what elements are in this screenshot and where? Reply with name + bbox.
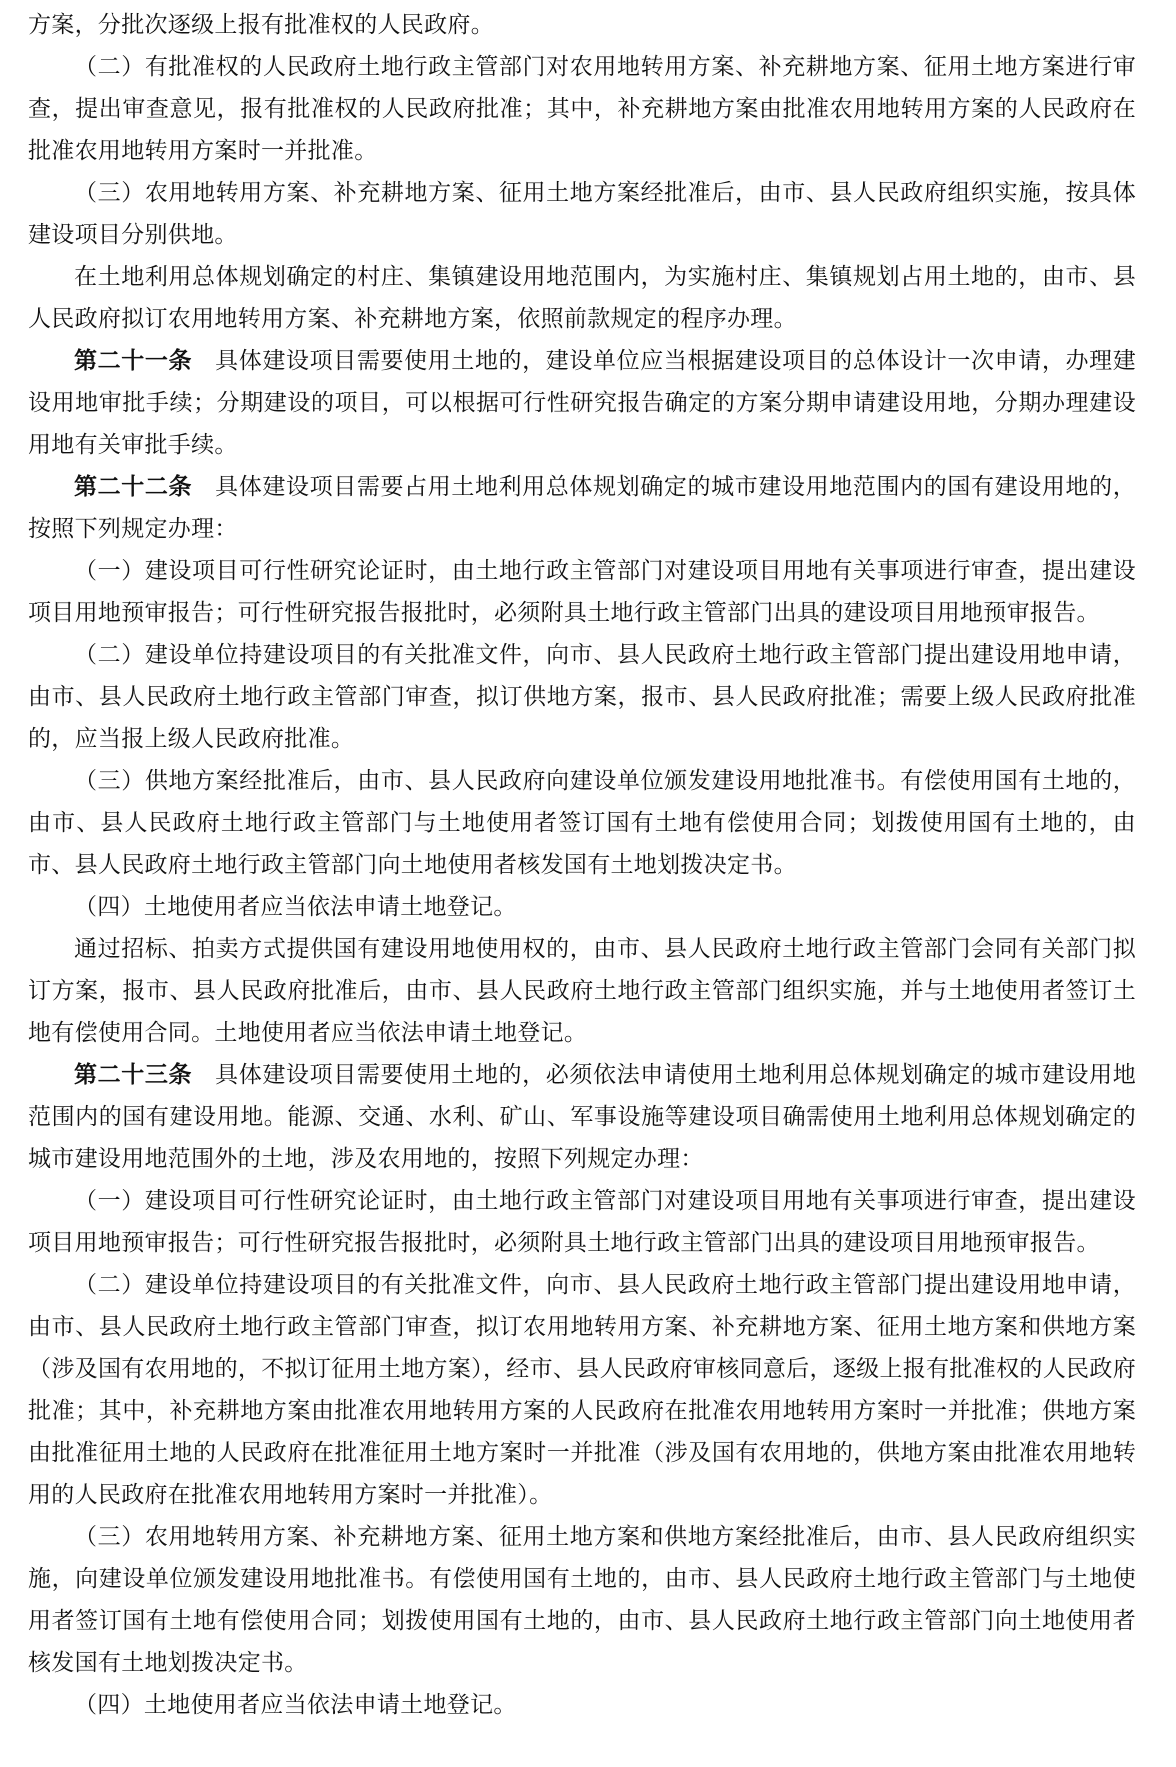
paragraph: （四）土地使用者应当依法申请土地登记。	[74, 1692, 517, 1718]
article-heading: 第二十一条	[74, 347, 193, 374]
paragraph: （三）农用地转用方案、补充耕地方案、征用土地方案经批准后，由市、县人民政府组织实施，按具体建设项目分别供地。	[28, 180, 1136, 248]
paragraph: （三）供地方案经批准后，由市、县人民政府向建设单位颁发建设用地批准书。有偿使用国有土地的，由市、县人民政府土地行政主管部门与土地使用者签订国有土地有偿使用合同；划拨使用国有土地的，由市、县人民政府土地行政主管部门向土地使用者核发国有土地划拨决定书。	[28, 768, 1136, 878]
paragraph: （三）农用地转用方案、补充耕地方案、征用土地方案和供地方案经批准后，由市、县人民政府组织实施，向建设单位颁发建设用地批准书。有偿使用国有土地的，由市、县人民政府土地行政主管部门与土地使用者签订国有土地有偿使用合同；划拨使用国有土地的，由市、县人民政府土地行政主管部门向土地使用者核发国有土地划拨决定书。	[28, 1524, 1136, 1676]
paragraph: （四）土地使用者应当依法申请土地登记。	[74, 894, 517, 920]
paragraph: 通过招标、拍卖方式提供国有建设用地使用权的，由市、县人民政府土地行政主管部门会同有关部门拟订方案，报市、县人民政府批准后，由市、县人民政府土地行政主管部门组织实施，并与土地使用者签订土地有偿使用合同。土地使用者应当依法申请土地登记。	[28, 936, 1136, 1046]
article-22: 第二十二条 具体建设项目需要占用土地利用总体规划确定的城市建设用地范围内的国有建设用地的，按照下列规定办理：	[28, 473, 1137, 542]
article-heading: 第二十三条	[74, 1061, 193, 1088]
paragraph: 在土地利用总体规划确定的村庄、集镇建设用地范围内，为实施村庄、集镇规划占用土地的，由市、县人民政府拟订农用地转用方案、补充耕地方案，依照前款规定的程序办理。	[28, 264, 1136, 332]
paragraph: 方案，分批次逐级上报有批准权的人民政府。	[28, 12, 494, 38]
paragraph: （一）建设项目可行性研究论证时，由土地行政主管部门对建设项目用地有关事项进行审查，提出建设项目用地预审报告；可行性研究报告报批时，必须附具土地行政主管部门出具的建设项目用地预审报告。	[28, 558, 1136, 626]
paragraph: （二）有批准权的人民政府土地行政主管部门对农用地转用方案、补充耕地方案、征用土地方案进行审查，提出审查意见，报有批准权的人民政府批准；其中，补充耕地方案由批准农用地转用方案的人民政府在批准农用地转用方案时一并批准。	[28, 54, 1136, 164]
article-21: 第二十一条 具体建设项目需要使用土地的，建设单位应当根据建设项目的总体设计一次申请，办理建设用地审批手续；分期建设的项目，可以根据可行性研究报告确定的方案分期申请建设用地，分期办理建设用地有关审批手续。	[28, 347, 1137, 458]
paragraph: （二）建设单位持建设项目的有关批准文件，向市、县人民政府土地行政主管部门提出建设用地申请，由市、县人民政府土地行政主管部门审查，拟订农用地转用方案、补充耕地方案、征用土地方案和供地方案（涉及国有农用地的，不拟订征用土地方案），经市、县人民政府审核同意后，逐级上报有批准权的人民政府批准；其中，补充耕地方案由批准农用地转用方案的人民政府在批准农用地转用方案时一并批准；供地方案由批准征用土地的人民政府在批准征用土地方案时一并批准（涉及国有农用地的，供地方案由批准农用地转用的人民政府在批准农用地转用方案时一并批准）。	[28, 1272, 1136, 1508]
paragraph: （一）建设项目可行性研究论证时，由土地行政主管部门对建设项目用地有关事项进行审查，提出建设项目用地预审报告；可行性研究报告报批时，必须附具土地行政主管部门出具的建设项目用地预审报告。	[28, 1188, 1136, 1256]
paragraph: （二）建设单位持建设项目的有关批准文件，向市、县人民政府土地行政主管部门提出建设用地申请，由市、县人民政府土地行政主管部门审查，拟订供地方案，报市、县人民政府批准；需要上级人民政府批准的，应当报上级人民政府批准。	[28, 642, 1136, 752]
article-23: 第二十三条 具体建设项目需要使用土地的，必须依法申请使用土地利用总体规划确定的城市建设用地范围内的国有建设用地。能源、交通、水利、矿山、军事设施等建设项目确需使用土地利用总体规划确定的城市建设用地范围外的土地，涉及农用地的，按照下列规定办理：	[28, 1061, 1137, 1172]
article-heading: 第二十二条	[74, 473, 193, 500]
